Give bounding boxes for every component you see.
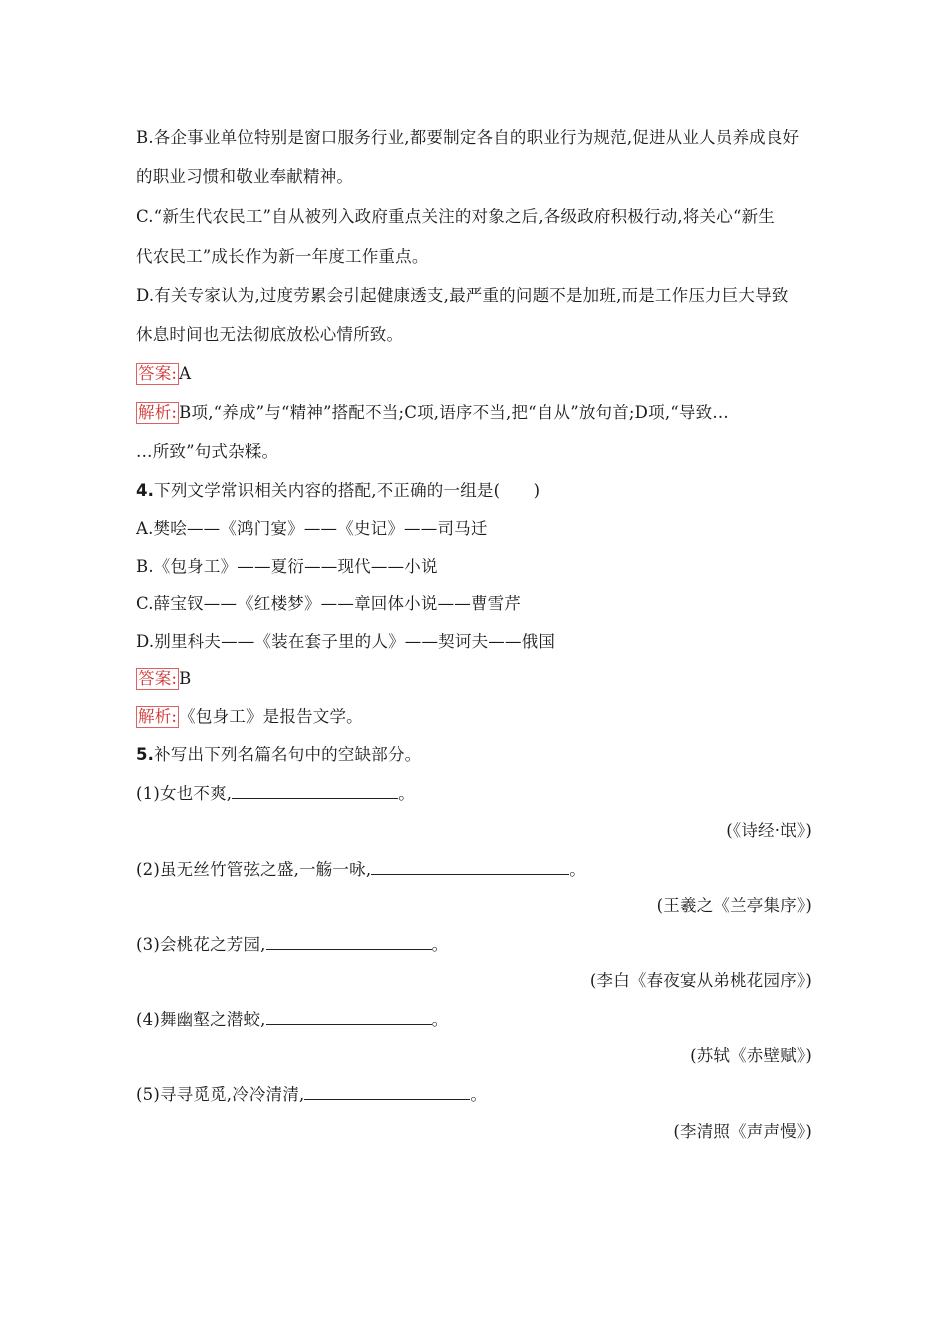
- q3-option-c-line1: C.“新生代农民工”自从被列入政府重点关注的对象之后,各级政府积极行动,将关心“新生: [136, 207, 775, 226]
- analysis-label: 解析:: [138, 707, 178, 726]
- q4-option-c: C.薛宝钗——《红楼梦》——章回体小说——曹雪芹: [136, 594, 522, 613]
- q3-option-d-line2: 休息时间也无法彻底放松心情所致。: [136, 325, 404, 344]
- analysis-text: 《包身工》是报告文学。: [179, 707, 363, 726]
- fill-blank[interactable]: [304, 1082, 470, 1100]
- question-number: 5.: [136, 745, 155, 764]
- q5-item-2-source: (王羲之《兰亭集序》): [656, 896, 812, 915]
- q5-item-1-source: (《诗经·氓》): [726, 821, 812, 840]
- item-prefix: (3)会桃花之芳园,: [136, 935, 266, 954]
- q5-item-2: [136, 857, 586, 882]
- q3-option-c-line2: 代农民工”成长作为新一年度工作重点。: [136, 247, 429, 266]
- q5-item-1: [136, 781, 415, 806]
- fill-blank[interactable]: [232, 781, 398, 799]
- q5-item-4: [136, 1007, 448, 1032]
- q4-option-b: B.《包身工》——夏衍——现代——小说: [136, 557, 438, 576]
- q3-analysis-line2: …所致”句式杂糅。: [136, 442, 279, 461]
- q3-option-b-line2: 的职业习惯和敬业奉献精神。: [136, 167, 354, 186]
- item-suffix: 。: [569, 860, 586, 879]
- q5-item-4-source: (苏轼《赤壁赋》): [690, 1046, 812, 1065]
- question-number: 4.: [136, 481, 155, 500]
- q4-option-d: D.别里科夫——《装在套子里的人》——契诃夫——俄国: [136, 632, 556, 651]
- analysis-label: 解析:: [138, 403, 178, 422]
- q5-item-5-source: (李清照《声声慢》): [673, 1122, 812, 1141]
- fill-blank[interactable]: [371, 857, 569, 875]
- q3-option-d-line1: D.有关专家认为,过度劳累会引起健康透支,最严重的问题不是加班,而是工作压力巨大导致: [136, 286, 789, 305]
- q4-option-a: A.樊哙——《鸿门宴》——《史记》——司马迁: [136, 519, 488, 538]
- q5-item-3: [136, 932, 448, 957]
- q5-item-5: [136, 1082, 487, 1107]
- q5-item-3-source: (李白《春夜宴从弟桃花园序》): [589, 971, 812, 990]
- item-suffix: 。: [431, 1010, 449, 1029]
- answer-value: A: [179, 364, 192, 383]
- question-stem: 下列文学常识相关内容的搭配,不正确的一组是( ): [154, 481, 541, 500]
- q3-option-b-line1: B.各企事业单位特别是窗口服务行业,都要制定各自的职业行为规范,促进从业人员养成良好: [136, 128, 800, 147]
- item-suffix: 。: [398, 784, 415, 803]
- q4-stem: [136, 479, 540, 503]
- fill-blank[interactable]: [266, 1007, 432, 1025]
- item-prefix: (1)女也不爽,: [136, 784, 233, 803]
- answer-label: 答案:: [138, 364, 178, 383]
- analysis-text: B项,“养成”与“精神”搭配不当;C项,语序不当,把“自从”放句首;D项,“导致…: [179, 403, 729, 422]
- item-prefix: (4)舞幽壑之潜蛟,: [136, 1010, 266, 1029]
- item-prefix: (2)虽无丝竹管弦之盛,一觞一咏,: [136, 860, 372, 879]
- item-suffix: 。: [431, 935, 449, 954]
- answer-value: B: [179, 669, 192, 688]
- q4-analysis: [136, 705, 363, 729]
- item-prefix: (5)寻寻觅觅,冷冷清清,: [136, 1085, 305, 1104]
- question-stem: 补写出下列名篇名句中的空缺部分。: [154, 745, 422, 764]
- q3-analysis-line1: [136, 401, 729, 425]
- answer-label: 答案:: [138, 669, 178, 688]
- q5-stem: [136, 743, 421, 767]
- q4-answer: [136, 667, 192, 691]
- fill-blank[interactable]: [266, 932, 432, 950]
- q3-answer: [136, 362, 191, 386]
- item-suffix: 。: [470, 1085, 488, 1104]
